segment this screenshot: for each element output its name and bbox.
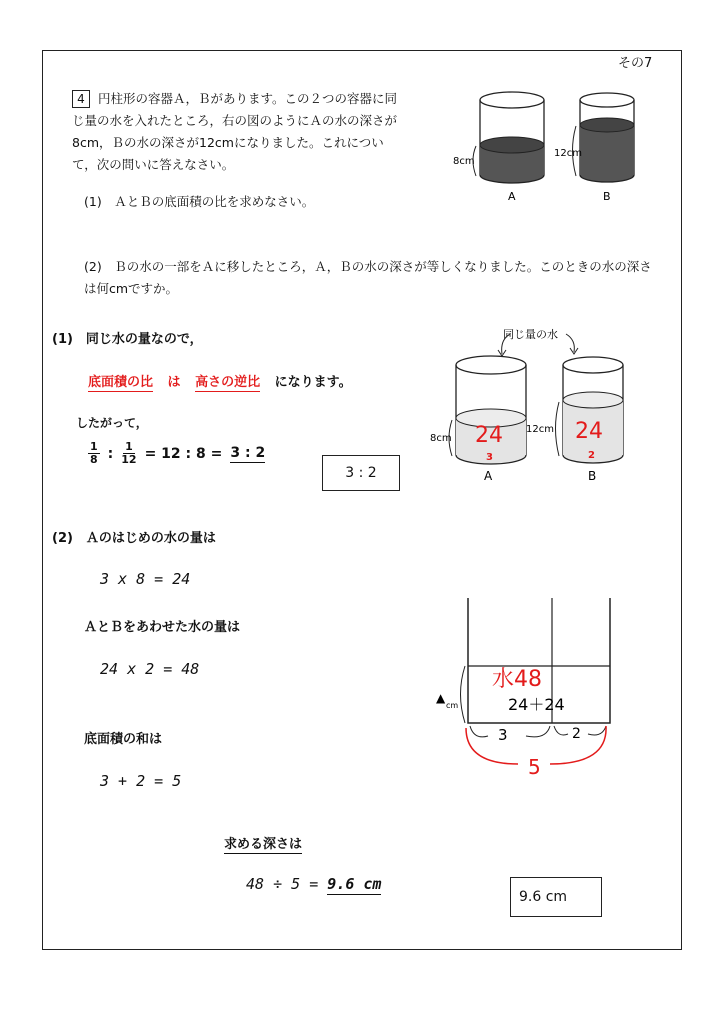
water-sum-label: 24＋24: [508, 695, 565, 714]
calc-3: 3 + 2 = 5: [100, 772, 182, 790]
solution-1-heading: (1) 同じ水の量なので，: [52, 332, 203, 347]
water-total-label: 水48: [492, 667, 542, 692]
volume-b: 24: [575, 419, 603, 444]
question-2: (2) Ｂの水の一部をＡに移したところ，Ａ，Ｂの水の深さが等しくなりました。このときの水の深さは何cmですか。: [84, 259, 652, 296]
answer-box-1: 3 : 2: [322, 455, 400, 491]
problem-label-b: B: [603, 190, 611, 203]
problem-label-a: A: [508, 190, 516, 203]
same-water-caption: 同じ量の水: [503, 328, 558, 341]
answer-box-2: 9.6 cm: [510, 877, 602, 917]
question-1: (1) ＡとＢの底面積の比を求めなさい。: [84, 194, 315, 209]
calc-4-left: 48 ÷ 5 =: [246, 875, 319, 893]
fraction-1-12: $\frac{1}{12}$: [121, 440, 137, 466]
solution-2-heading-4: 求める深さは: [224, 837, 303, 852]
area-b: 2: [588, 450, 595, 461]
therefore-text: したがって，: [76, 416, 148, 430]
page-label: その7: [618, 56, 653, 71]
rule-suffix: になります。: [274, 375, 352, 390]
solution-2-diagram: [430, 598, 630, 783]
solution-label-a: A: [484, 469, 493, 483]
problem-depth-b: 12cm: [554, 148, 582, 159]
unknown-depth-icon: ▲: [436, 691, 446, 705]
problem-depth-a: 8cm: [453, 156, 475, 167]
solution-2-heading-2: ＡとＢをあわせた水の量は: [84, 620, 241, 635]
ratio-result: 3 : 2: [230, 444, 266, 461]
problem-figure: [448, 80, 648, 210]
solution-depth-b: 12cm: [526, 424, 554, 435]
calc-4: [246, 875, 381, 893]
solution-cylinder-b: [556, 357, 624, 463]
width-b-label: 2: [572, 726, 581, 742]
calc-1: 3 x 8 = 24: [100, 570, 191, 588]
equation-rest: = 12 : 8 =: [144, 445, 223, 462]
fraction-1-8: $\frac{1}{8}$: [90, 440, 98, 466]
calc-4-result: 9.6 cm: [327, 875, 382, 893]
solution-1-figure: [428, 320, 648, 490]
solution-2-heading: (2) Ａのはじめの水の量は: [52, 531, 216, 546]
solution-depth-a: 8cm: [430, 433, 452, 444]
area-a: 3: [486, 452, 493, 463]
solution-label-b: B: [588, 469, 597, 483]
cylinder-b: [573, 93, 635, 182]
cylinder-a: [473, 92, 544, 183]
ratio-equation: $\frac{1}{8}$ : $\frac{1}{12}$ = 12 : 8 = 3 : 2: [90, 440, 266, 466]
rule-wa: は: [167, 375, 181, 390]
rule-area-ratio: 底面積の比: [88, 375, 154, 390]
solution-1-rule: [88, 371, 352, 390]
rule-inverse-height: 高さの逆比: [195, 375, 261, 390]
volume-a: 24: [475, 423, 503, 448]
unit-label: cm: [446, 701, 459, 710]
problem-text: [72, 88, 407, 176]
problem-body: 円柱形の容器Ａ，Ｂがあります。この２つの容器に同じ量の水を入れたところ，右の図のようにＡの水の深さが8cm，Ｂの水の深さが12cmになりました。これについて，次の問いに答えなさい。: [72, 91, 398, 172]
width-a-label: 3: [498, 726, 508, 744]
calc-2: 24 x 2 = 48: [100, 660, 200, 678]
problem-number: 4: [72, 90, 90, 108]
solution-2-heading-3: 底面積の和は: [84, 732, 163, 747]
total-width-label: 5: [528, 755, 541, 779]
